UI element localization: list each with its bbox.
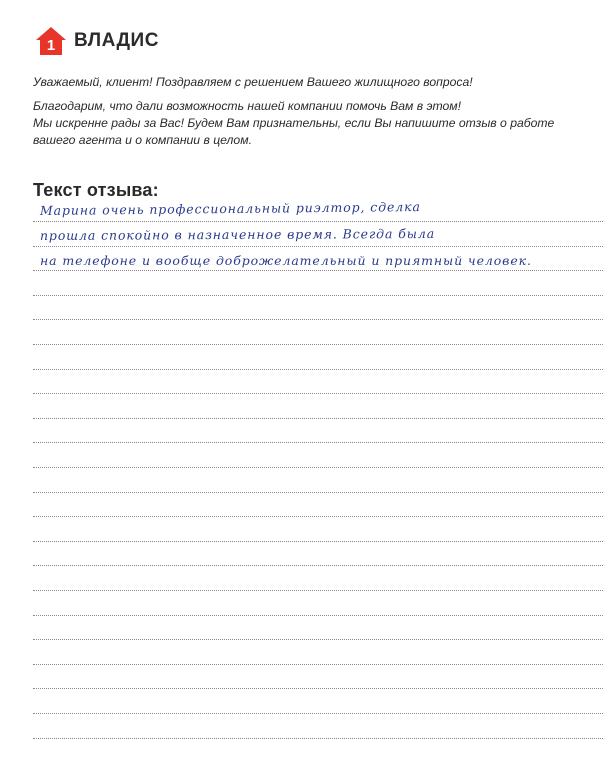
writing-lines: [33, 0, 603, 768]
writing-line: [33, 467, 603, 468]
writing-line: [33, 344, 603, 345]
writing-line: [33, 418, 603, 419]
logo-badge: 1: [46, 37, 56, 54]
writing-line: [33, 221, 603, 222]
writing-line: [33, 688, 603, 689]
writing-line: [33, 565, 603, 566]
writing-line: [33, 492, 603, 493]
writing-line: [33, 664, 603, 665]
review-title: Текст отзыва:: [33, 180, 159, 200]
writing-line: [33, 738, 603, 739]
handwritten-line: Марина очень профессиональный риэлтор, сделка: [39, 199, 421, 218]
thanks-line-2: Мы искренне рады за Вас! Будем Вам признательны, если Вы напишите отзыв о работе: [33, 116, 555, 130]
greeting-line: Уважаемый, клиент! Поздравляем с решением Вашего жилищного вопроса!: [33, 75, 473, 89]
writing-line: [33, 541, 603, 542]
writing-line: [33, 590, 603, 591]
writing-line: [33, 295, 603, 296]
writing-line: [33, 516, 603, 517]
handwritten-line: на телефоне и вообще доброжелательный и приятный человек.: [40, 253, 532, 268]
writing-line: [33, 369, 603, 370]
writing-line: [33, 246, 603, 247]
thanks-line-3: вашего агента и о компании в целом.: [33, 133, 252, 147]
writing-line: [33, 615, 603, 616]
thanks-line-1: Благодарим, что дали возможность нашей компании помочь Вам в этом!: [33, 99, 462, 113]
writing-line: [33, 393, 603, 394]
writing-line: [33, 713, 603, 714]
handwritten-line: прошла спокойно в назначенное время. Всегда была: [39, 225, 436, 243]
writing-line: [33, 270, 603, 271]
writing-line: [33, 442, 603, 443]
brand-name: ВЛАДИС: [74, 30, 159, 51]
writing-line: [33, 319, 603, 320]
writing-line: [33, 639, 603, 640]
